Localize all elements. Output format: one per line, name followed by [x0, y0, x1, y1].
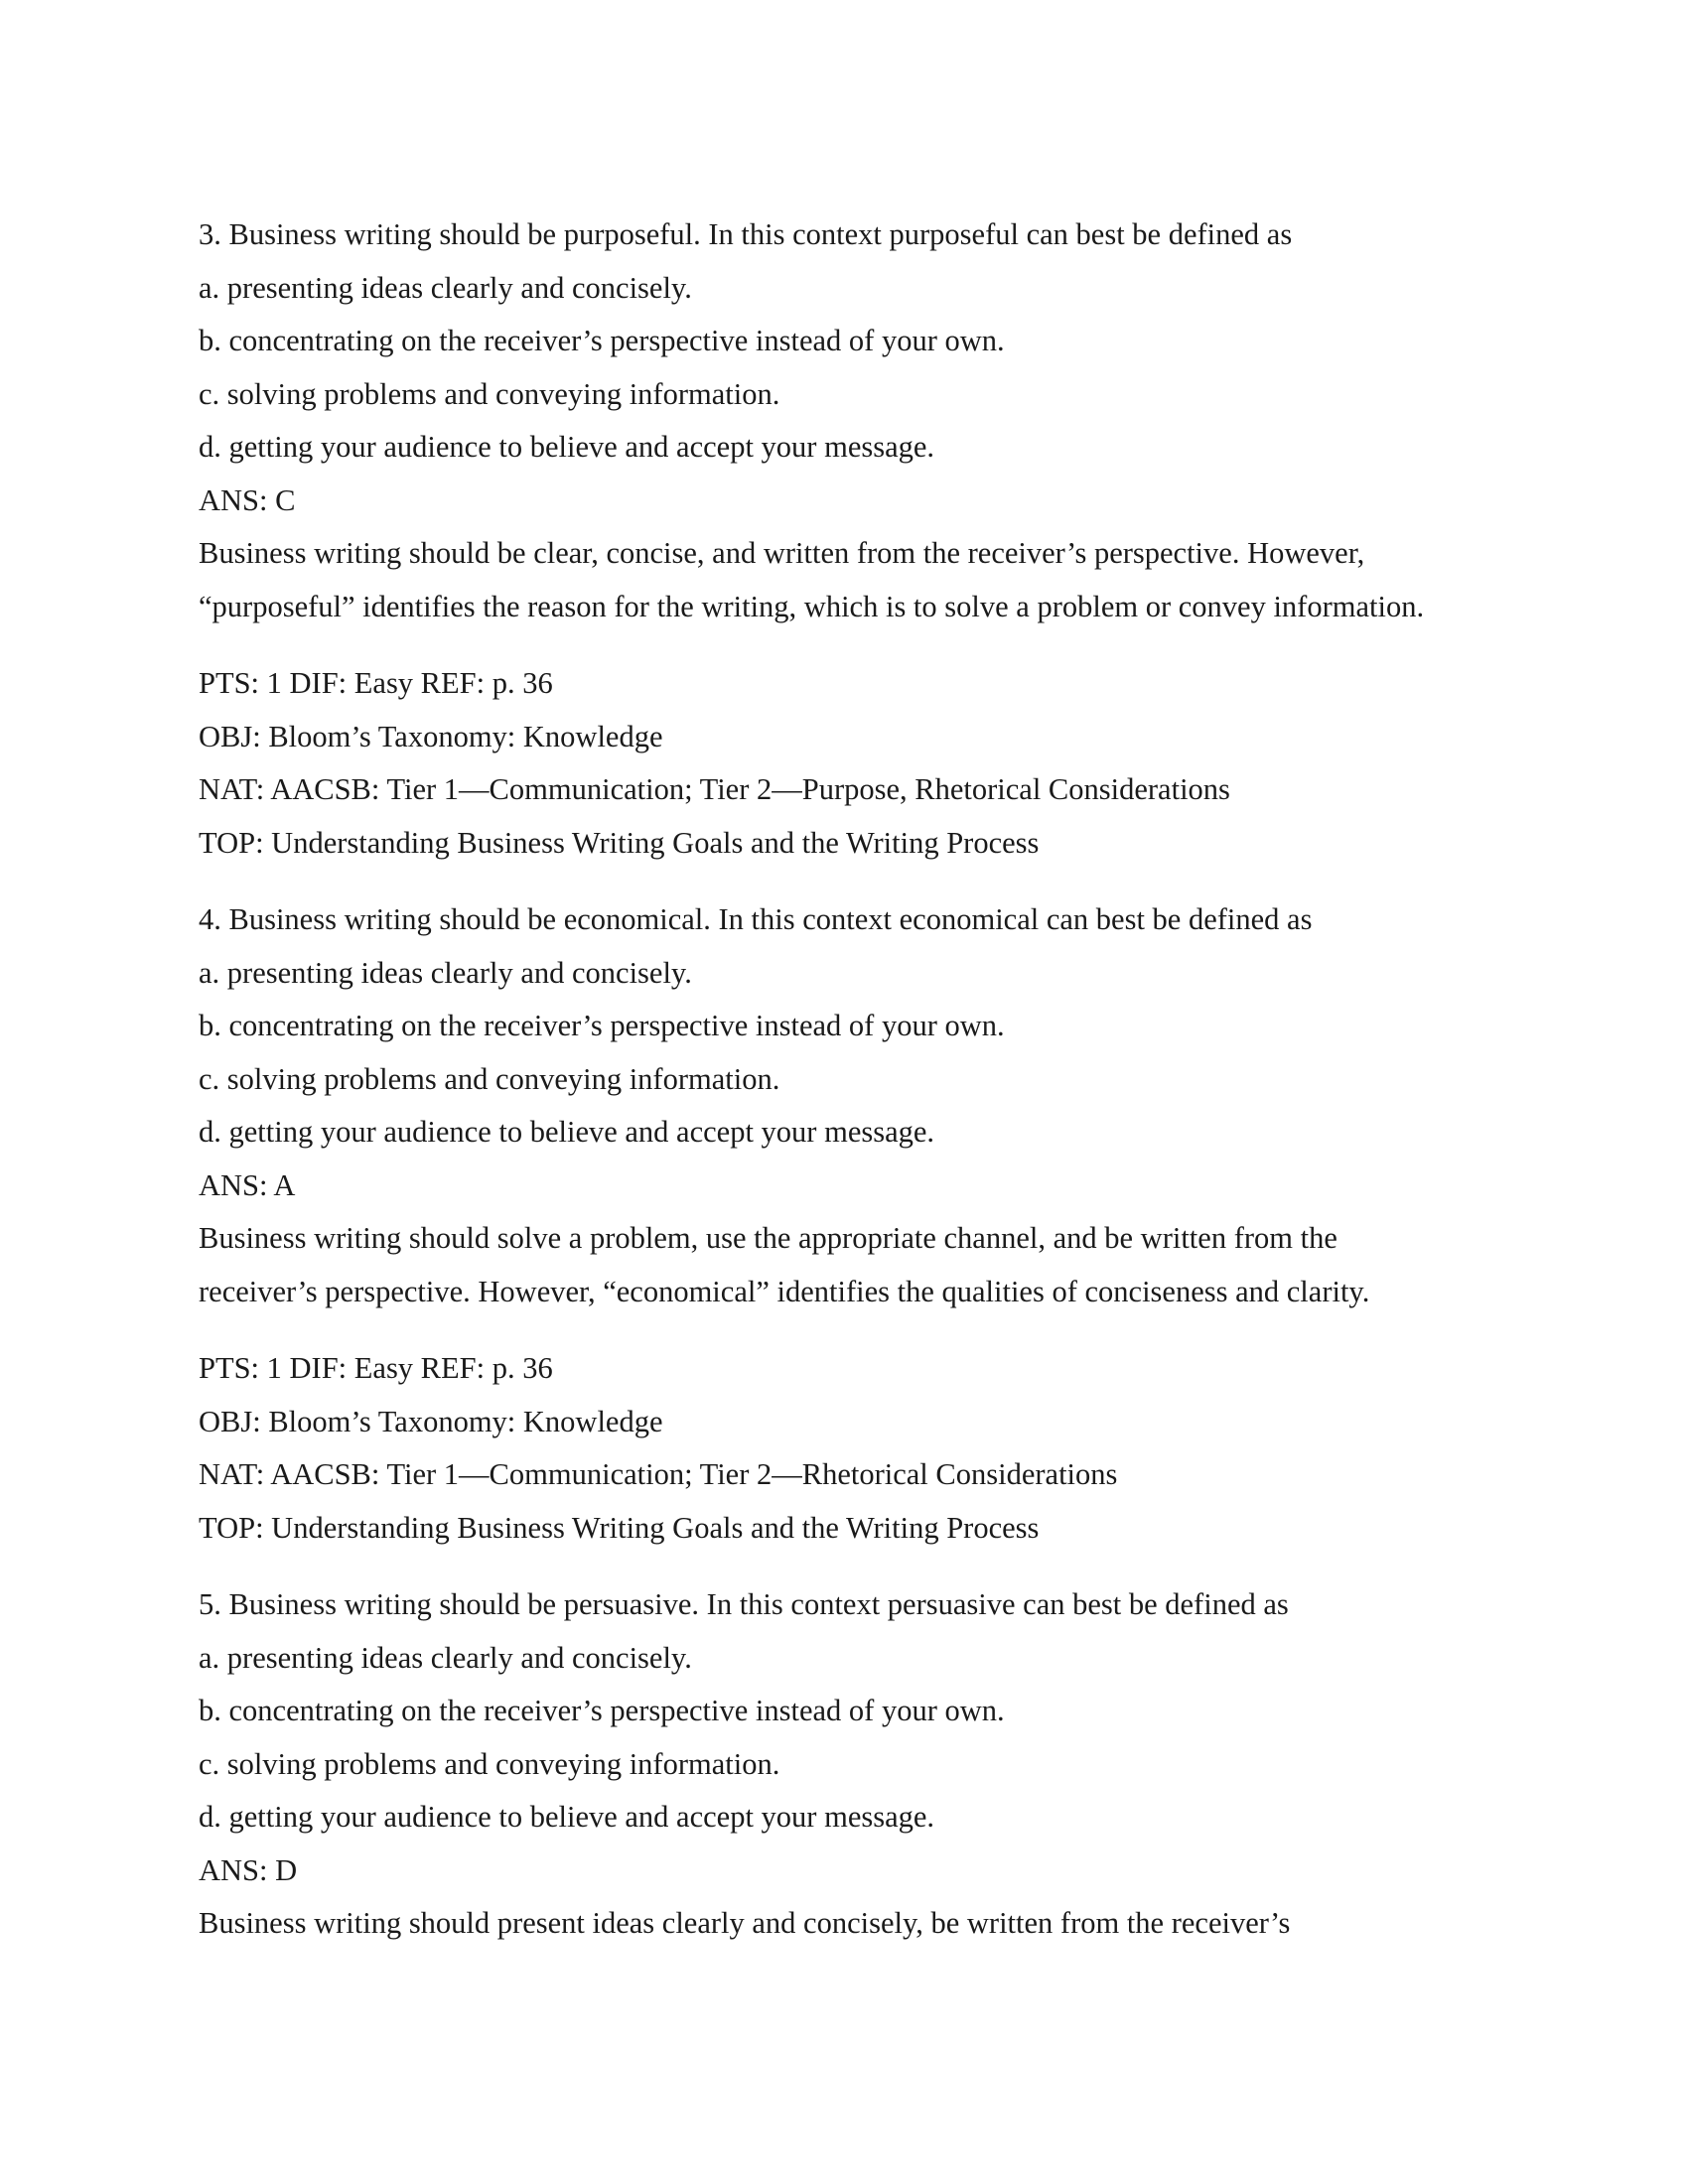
meta-top: TOP: Understanding Business Writing Goals and the Writing Process [199, 1510, 1040, 1545]
meta-obj: OBJ: Bloom’s Taxonomy: Knowledge [199, 719, 663, 753]
rationale-line: Business writing should present ideas clearly and concisely, be written from the receiver’s [199, 1906, 1291, 1940]
option-b: b. concentrating on the receiver’s perspective instead of your own. [199, 1009, 1005, 1042]
meta-pts: PTS: 1 DIF: Easy REF: p. 36 [199, 666, 553, 700]
option-d: d. getting your audience to believe and accept your message. [199, 1115, 935, 1149]
meta-obj: OBJ: Bloom’s Taxonomy: Knowledge [199, 1404, 663, 1438]
meta-nat: NAT: AACSB: Tier 1—Communication; Tier 2—Rhetorical Considerations [199, 1457, 1118, 1491]
option-d: d. getting your audience to believe and accept your message. [199, 1800, 935, 1834]
meta-nat: NAT: AACSB: Tier 1—Communication; Tier 2—Purpose, Rhetorical Considerations [199, 772, 1230, 806]
option-d: d. getting your audience to believe and accept your message. [199, 430, 935, 464]
question-4 [199, 893, 1509, 1555]
meta-top: TOP: Understanding Business Writing Goals and the Writing Process [199, 825, 1040, 860]
answer: ANS: D [199, 1852, 298, 1887]
option-b: b. concentrating on the receiver’s perspective instead of your own. [199, 324, 1005, 357]
meta-pts: PTS: 1 DIF: Easy REF: p. 36 [199, 1351, 553, 1385]
option-c: c. solving problems and conveying information. [199, 1061, 780, 1096]
answer: ANS: A [199, 1167, 296, 1202]
rationale-line: “purposeful” identifies the reason for the writing, which is to solve a problem or convey information. [199, 589, 1425, 623]
option-a: a. presenting ideas clearly and concisely. [199, 1640, 692, 1675]
document-page [199, 208, 1509, 1951]
option-c: c. solving problems and conveying information. [199, 1746, 780, 1781]
rationale-line: receiver’s perspective. However, “economical” identifies the qualities of conciseness and clarity. [199, 1274, 1370, 1308]
option-c: c. solving problems and conveying information. [199, 376, 780, 411]
question-stem: 4. Business writing should be economical. In this context economical can best be defined as [199, 902, 1313, 936]
rationale-line: Business writing should be clear, concise, and written from the receiver’s perspective. However, [199, 536, 1365, 570]
question-5 [199, 1578, 1509, 1951]
option-b: b. concentrating on the receiver’s perspective instead of your own. [199, 1694, 1005, 1727]
option-a: a. presenting ideas clearly and concisely. [199, 955, 692, 990]
rationale-line: Business writing should solve a problem, use the appropriate channel, and be written from the [199, 1221, 1337, 1255]
question-stem: 5. Business writing should be persuasive. In this context persuasive can best be defined as [199, 1587, 1289, 1621]
answer: ANS: C [199, 482, 296, 517]
question-3 [199, 208, 1509, 870]
option-a: a. presenting ideas clearly and concisely. [199, 270, 692, 305]
question-stem: 3. Business writing should be purposeful. In this context purposeful can best be defined as [199, 217, 1293, 251]
